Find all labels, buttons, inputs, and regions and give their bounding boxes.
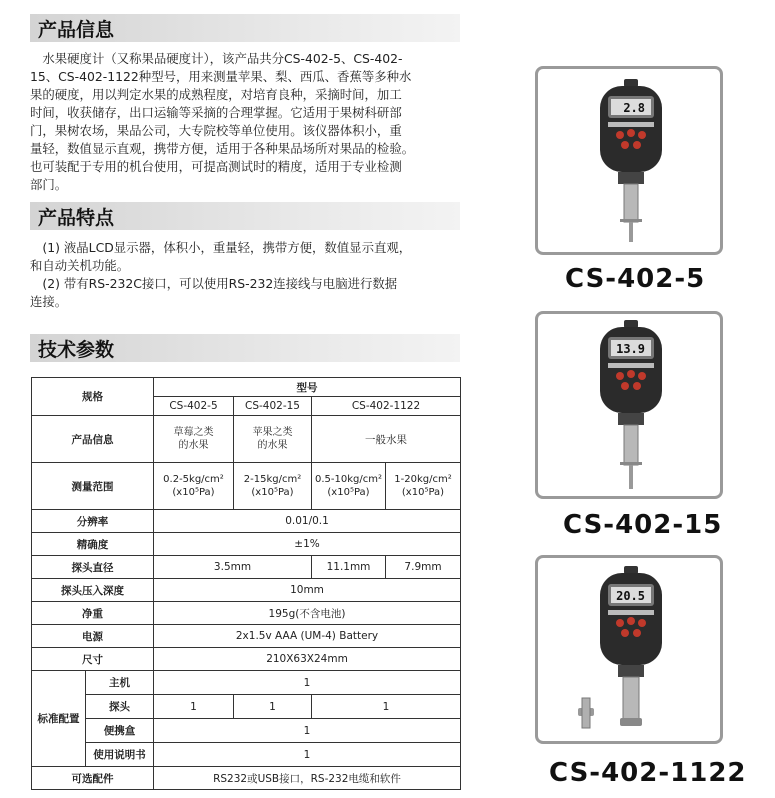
spec-label: 规格 (32, 378, 154, 416)
model-cell: CS-402-15 (234, 397, 312, 416)
row-label: 电源 (32, 625, 154, 648)
model-name: CS-402-1122 (549, 758, 747, 788)
text-line: 水果硬度计（又称果品硬度计），该产品共分CS-402-5、CS-402- (30, 51, 403, 66)
table-cell: 7.9mm (386, 556, 461, 579)
section-title: 技术参数 (38, 339, 115, 361)
table-cell (234, 463, 312, 510)
row-label: 尺寸 (32, 648, 154, 671)
product-info-paragraph (30, 50, 462, 194)
text-line: 连接。 (30, 294, 68, 309)
lcd-reading: 2.8 (623, 101, 645, 115)
durometer-image (538, 69, 720, 252)
range-top: 0.2-5kg/cm² (163, 474, 224, 485)
section-header-tech-params (30, 334, 460, 362)
row-label: 标准配置 (32, 671, 86, 767)
table-cell: RS232或USB接口，RS-232电缆和软件 (154, 767, 461, 790)
table-cell: 1 (154, 719, 461, 743)
row-label: 探头直径 (32, 556, 154, 579)
product-card-cs-402-15 (535, 311, 723, 499)
table-cell (386, 463, 461, 510)
table-cell: 苹果之类 的水果 (234, 416, 312, 463)
text-line: 15、CS-402-1122种型号，用来测量苹果、梨、西瓜、香蕉等多种水 (30, 69, 412, 84)
model-name: CS-402-15 (563, 510, 723, 540)
product-card-cs-402-1122 (535, 555, 723, 744)
range-top: 2-15kg/cm² (243, 474, 302, 485)
range-unit: (x10⁵Pa) (401, 487, 445, 498)
table-cell: 1 (234, 695, 312, 719)
table-cell: 10mm (154, 579, 461, 602)
model-label: 型号 (154, 378, 461, 397)
text-line: 门，果树农场，果品公司，大专院校等单位使用。该仪器体积小，重 (30, 123, 402, 138)
spare-probe-icon (578, 698, 594, 728)
table-cell (154, 463, 234, 510)
product-card-cs-402-5 (535, 66, 723, 255)
table-cell: 0.01/0.1 (154, 510, 461, 533)
row-label: 测量范围 (32, 463, 154, 510)
model-cell: CS-402-5 (154, 397, 234, 416)
text-line: (1) 液晶LCD显示器，体积小，重量轻，携带方便，数值显示直观， (30, 240, 412, 255)
row-label: 净重 (32, 602, 154, 625)
row-label: 探头压入深度 (32, 579, 154, 602)
text-line: 和自动关机功能。 (30, 258, 130, 273)
text-line: 部门。 (30, 177, 68, 192)
table-cell: 195g(不含电池) (154, 602, 461, 625)
text-line: 量轻，数值显示直观，携带方便，适用于各种果品场所对果品的检验。 (30, 141, 415, 156)
text-line: 果的硬度，用以判定水果的成熟程度，对培育良种，采摘时间，加工 (30, 87, 402, 102)
table-cell: 3.5mm (154, 556, 312, 579)
table-cell: 1 (154, 671, 461, 695)
table-cell: 2x1.5v AAA (UM-4) Battery (154, 625, 461, 648)
row-label: 精确度 (32, 533, 154, 556)
model-cell: CS-402-1122 (312, 397, 461, 416)
spec-table (31, 377, 461, 790)
range-top: 1-20kg/cm² (394, 474, 452, 485)
text-line: (2) 带有RS-232C接口，可以使用RS-232连接线与电脑进行数据 (30, 276, 398, 291)
row-sublabel: 使用说明书 (86, 743, 154, 767)
row-sublabel: 主机 (86, 671, 154, 695)
table-cell: ±1% (154, 533, 461, 556)
text-line: 时间，收获储存，出口运输等采摘的合理掌握。它适用于果树科研部 (30, 105, 402, 120)
table-cell: 草莓之类 的水果 (154, 416, 234, 463)
section-title: 产品信息 (38, 19, 115, 41)
durometer-image (538, 558, 720, 741)
features-paragraph (30, 239, 462, 311)
table-cell: 1 (154, 695, 234, 719)
section-header-features (30, 202, 460, 230)
range-unit: (x10⁵Pa) (327, 487, 370, 498)
row-label: 分辨率 (32, 510, 154, 533)
table-cell: 一般水果 (312, 416, 461, 463)
range-unit: (x10⁵Pa) (251, 487, 294, 498)
section-header-product-info (30, 14, 460, 42)
table-cell: 11.1mm (312, 556, 386, 579)
lcd-reading: 20.5 (616, 589, 645, 603)
table-cell: 1 (312, 695, 461, 719)
row-sublabel: 便携盒 (86, 719, 154, 743)
table-cell: 210X63X24mm (154, 648, 461, 671)
durometer-image (538, 314, 720, 496)
section-title: 产品特点 (38, 207, 115, 229)
text-line: 也可装配于专用的机台使用，可提高测试时的精度，适用于专业检测 (30, 159, 402, 174)
range-top: 0.5-10kg/cm² (315, 474, 382, 485)
row-label: 可选配件 (32, 767, 154, 790)
table-cell (312, 463, 386, 510)
table-cell: 1 (154, 743, 461, 767)
row-label: 产品信息 (32, 416, 154, 463)
row-sublabel: 探头 (86, 695, 154, 719)
lcd-reading: 13.9 (616, 342, 645, 356)
model-name: CS-402-5 (565, 264, 706, 294)
range-unit: (x10⁵Pa) (172, 487, 215, 498)
